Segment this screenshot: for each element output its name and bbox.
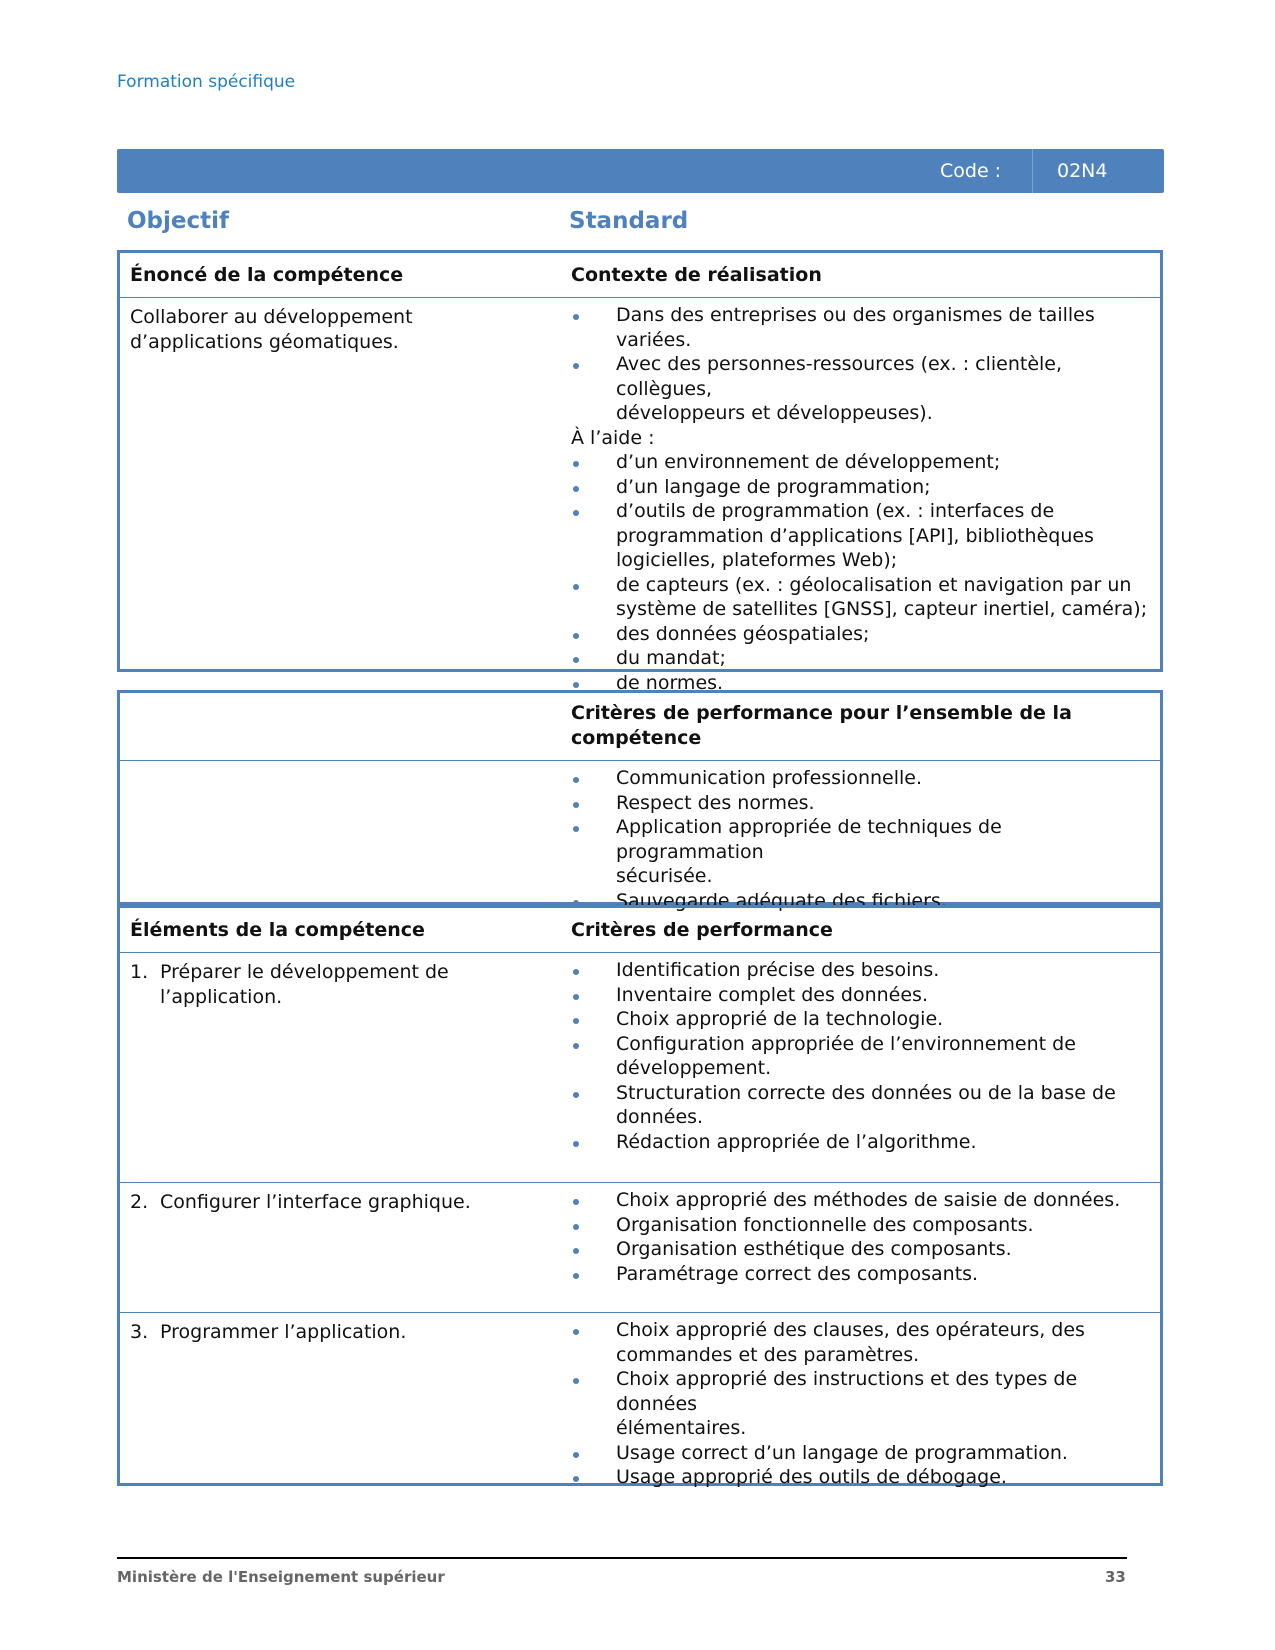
elements-criteria-table (117, 905, 1163, 1486)
global-criteria-list (571, 766, 1152, 913)
bullet-icon (573, 584, 579, 590)
list-item: Usage approprié des outils de débogage. (571, 1465, 1152, 1490)
list-item: Structuration correcte des données ou de la base de données. (571, 1081, 1152, 1130)
bullet-icon (573, 1018, 579, 1024)
list-item: Communication professionnelle. (571, 766, 1152, 791)
list-item: du mandat; (571, 646, 1152, 671)
list-item: de normes. (571, 671, 1152, 696)
bullet-icon (573, 657, 579, 663)
list-item: Choix approprié des clauses, des opérateurs, des commandes et des paramètres. (571, 1318, 1152, 1367)
element-3: 3. Programmer l’application. (130, 1321, 407, 1343)
global-criteria-table (117, 690, 1163, 912)
list-item: Dans des entreprises ou des organismes de tailles variées. (571, 303, 1152, 352)
list-item: d’outils de programmation (ex. : interfaces de programmation d’applications [API], bibliothèques logicielles, plateformes Web); (571, 499, 1152, 573)
element-2-criteria (571, 1188, 1152, 1286)
statement-header: Énoncé de la compétence (130, 264, 404, 286)
bullet-icon (573, 1224, 579, 1230)
bullet-icon (573, 486, 579, 492)
list-item: Usage correct d’un langage de programmation. (571, 1441, 1152, 1466)
objectif-heading: Objectif (127, 208, 230, 234)
criteria-header: Critères de performance (571, 919, 833, 941)
bullet-icon (573, 1199, 579, 1205)
list-item: d’un environnement de développement; (571, 450, 1152, 475)
list-item: d’un langage de programmation; (571, 475, 1152, 500)
standard-heading: Standard (569, 208, 689, 234)
bullet-icon (573, 510, 579, 516)
table-row (120, 1312, 1160, 1488)
competence-statement: Collaborer au développement d’applications géomatiques. (130, 306, 413, 353)
list-item: Choix approprié de la technologie. (571, 1007, 1152, 1032)
list-item: Paramétrage correct des composants. (571, 1262, 1152, 1287)
code-value-cell (1032, 149, 1165, 193)
bullet-icon (573, 682, 579, 688)
bullet-icon (573, 1273, 579, 1279)
page-number: 33 (1105, 1568, 1126, 1586)
list-item: Inventaire complet des données. (571, 983, 1152, 1008)
bullet-icon (573, 1329, 579, 1335)
list-item: Choix approprié des méthodes de saisie de données. (571, 1188, 1152, 1213)
list-item: Organisation fonctionnelle des composants. (571, 1213, 1152, 1238)
code-bar (117, 149, 1164, 193)
element-3-criteria (571, 1318, 1152, 1490)
running-head: Formation spécifique (117, 72, 296, 92)
table-header-row (120, 693, 1160, 760)
table-row (120, 1182, 1160, 1313)
bullet-icon (573, 777, 579, 783)
bullet-icon (573, 802, 579, 808)
bullet-icon (573, 1141, 579, 1147)
code-label: Code : (940, 160, 1002, 182)
table-header-row (120, 908, 1160, 952)
list-item: Configuration appropriée de l’environnement de développement. (571, 1032, 1152, 1081)
list-item: Choix approprié des instructions et des types de données élémentaires. (571, 1367, 1152, 1441)
list-item: Sauvegarde adéquate des fichiers. (571, 889, 1152, 914)
bullet-icon (573, 969, 579, 975)
list-item: Respect des normes. (571, 791, 1152, 816)
element-1: 1. Préparer le développement de l’application. (130, 961, 449, 1008)
bullet-icon (573, 1452, 579, 1458)
aide-label: À l’aide : (571, 426, 655, 449)
elements-header: Éléments de la compétence (130, 919, 425, 941)
list-item: des données géospatiales; (571, 622, 1152, 647)
bullet-icon (573, 363, 579, 369)
list-item: Application appropriée de techniques de programmation sécurisée. (571, 815, 1152, 889)
table-row (120, 760, 1160, 912)
bullet-icon (573, 633, 579, 639)
bullet-icon (573, 1378, 579, 1384)
bullet-icon (573, 1043, 579, 1049)
list-item: Organisation esthétique des composants. (571, 1237, 1152, 1262)
table-row (120, 952, 1160, 1183)
bullet-icon (573, 994, 579, 1000)
bullet-icon (573, 1476, 579, 1482)
bullet-icon (573, 826, 579, 832)
footer-rule (117, 1557, 1127, 1559)
list-item: Identification précise des besoins. (571, 958, 1152, 983)
global-criteria-header: Critères de performance pour l’ensemble de la compétence (571, 702, 1072, 749)
table-header-row (120, 253, 1160, 297)
bullet-icon (573, 1092, 579, 1098)
element-2: 2. Configurer l’interface graphique. (130, 1191, 471, 1213)
competence-context-table (117, 250, 1163, 694)
list-item: de capteurs (ex. : géolocalisation et navigation par un système de satellites [GNSS], capteur inertiel, caméra); (571, 573, 1152, 622)
list-item: Avec des personnes-ressources (ex. : clientèle, collègues, développeurs et développeuses). (571, 352, 1152, 426)
bullet-icon (573, 314, 579, 320)
context-header: Contexte de réalisation (571, 264, 822, 286)
element-1-criteria (571, 958, 1152, 1154)
footer-ministry: Ministère de l'Enseignement supérieur (117, 1568, 445, 1586)
bullet-icon (573, 1248, 579, 1254)
context-list (571, 303, 1152, 695)
bullet-icon (573, 461, 579, 467)
list-item: Rédaction appropriée de l’algorithme. (571, 1130, 1152, 1155)
table-row (120, 297, 1160, 694)
code-value: 02N4 (1057, 160, 1108, 182)
